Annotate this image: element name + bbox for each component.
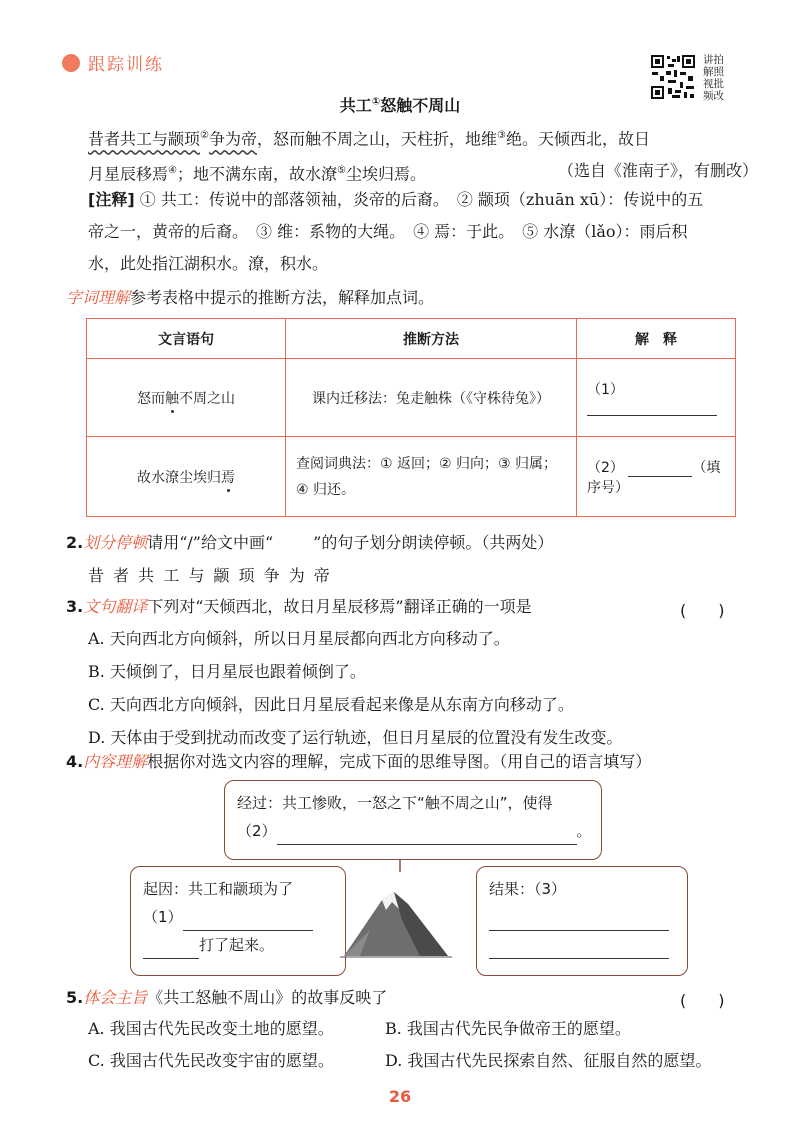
footnote-mark: ④ [168, 165, 177, 177]
notes-label: [注释] [88, 190, 135, 209]
question-tag: 体会主旨 [83, 988, 148, 1007]
question-number: 2. [66, 533, 84, 552]
option-a[interactable]: A. 我国古代先民改变土地的愿望。 [88, 1019, 334, 1038]
question-text: 下列对“天倾西北，故日月星辰移焉”翻译正确的一项是 [147, 597, 532, 616]
answer-blank[interactable] [489, 940, 669, 959]
cause-text: 打了起来。 [199, 936, 275, 954]
answer-parentheses[interactable]: ( ) [680, 601, 725, 620]
notes-text: ① 共工：传说中的部落领袖，炎帝的后裔。 ② 颛顼（zhuān xū）：传说中的五 [139, 190, 704, 209]
footnote-mark: ③ [497, 130, 506, 141]
option-b[interactable]: B. 天倾倒了，日月星辰也跟着倾倒了。 [88, 662, 366, 681]
sentence-fragment: 怒而 [137, 390, 165, 407]
answer-blank[interactable] [489, 912, 669, 931]
question-text: 根据你对选文内容的理解，完成下面的思维导图。（用自己的语言填写） [147, 752, 652, 771]
table-header: 文言语句 [87, 319, 286, 359]
answer-label: （2） [587, 459, 624, 476]
section-header-label: 跟踪训练 [88, 55, 164, 75]
dotted-word: 触 [165, 390, 179, 407]
table-cell-method: 查阅词典法：① 返回；② 归向；③ 归属；④ 归还。 [286, 437, 577, 517]
blank-label: （2） [237, 822, 277, 840]
option-d[interactable]: D. 我国古代先民探索自然、征服自然的愿望。 [385, 1051, 712, 1070]
answer-suffix: （填序号） [587, 459, 721, 496]
table-cell-method: 课内迁移法：兔走触株（《守株待兔》） [286, 359, 577, 437]
passage-fragment: 月星辰移焉 [88, 164, 169, 184]
qr-caption-line: 解照 [703, 66, 724, 78]
question-text: ”的句子划分朗读停顿。（共两处） [313, 533, 554, 552]
footnote-mark: ⑤ [337, 165, 346, 177]
title-footnote-mark: ① [371, 96, 381, 108]
title-part: 共工 [339, 96, 372, 115]
question-tag: 字词理解 [66, 288, 131, 307]
option-b[interactable]: B. 我国古代先民争做帝王的愿望。 [385, 1019, 631, 1038]
cause-text: 起因：共工和颛顼为了 [143, 880, 294, 898]
question-number: 5. [66, 988, 84, 1007]
option-c[interactable]: C. 我国古代先民改变宇宙的愿望。 [88, 1051, 334, 1070]
answer-parentheses[interactable]: ( ) [680, 991, 725, 1010]
question-text: 请用“/”给文中画“ [147, 533, 274, 552]
pause-sentence[interactable]: 昔 者 共 工 与 颛 顼 争 为 帝 [88, 566, 332, 585]
question-number: 4. [66, 752, 84, 771]
wavy-underlined-text: 昔者共工与颛顼 [88, 129, 201, 149]
answer-blank[interactable] [183, 912, 313, 931]
question-5 [66, 982, 387, 1014]
passage-fragment: ，怒而触不周之山，天柱折，地维 [257, 129, 498, 149]
mountain-icon [340, 880, 452, 960]
notes-line: 水，此处指江湖积水。潦，积水。 [88, 254, 329, 273]
footnote-mark: ② [200, 130, 209, 141]
question-number: 3. [66, 597, 84, 616]
passage-source: （选自《淮南子》，有删改） [557, 161, 758, 181]
sentence-fragment: 不周之山 [179, 390, 235, 407]
table-header: 解 释 [577, 319, 736, 359]
question-tag: 划分停顿 [83, 533, 148, 552]
answer-label: （1） [587, 382, 624, 398]
title-part: 怒触不周山 [380, 96, 461, 115]
wavy-underlined-text: 争为帝 [208, 129, 257, 149]
process-text: 经过：共工惨败，一怒之下“触不周之山”，使得 [237, 794, 553, 812]
option-c[interactable]: C. 天向西北方向倾斜，因此日月星辰看起来像是从东南方向移动了。 [88, 695, 574, 714]
answer-blank[interactable] [143, 940, 199, 959]
passage-fragment: 绝。天倾西北，故日 [505, 129, 650, 149]
page-number: 26 [388, 1087, 412, 1106]
result-box [476, 866, 688, 976]
qr-caption-line: 视批 [703, 78, 724, 90]
question-tag: 内容理解 [83, 752, 148, 771]
blank-label: （1） [143, 908, 183, 926]
sentence-fragment: 故水潦尘埃归 [137, 469, 221, 486]
dotted-word: 焉 [221, 469, 235, 486]
table-header: 推断方法 [286, 319, 577, 359]
process-box [224, 780, 602, 860]
question-text: 参考表格中提示的推断方法，解释加点词。 [130, 288, 435, 307]
process-text: 。 [576, 822, 592, 840]
result-text: 结果：（3） [489, 880, 567, 898]
question-text: 《共工怒触不周山》的故事反映了 [147, 988, 388, 1007]
qr-caption-line: 频改 [703, 90, 724, 102]
passage-fragment: ；地不满东南，故水潦 [176, 164, 337, 184]
passage-fragment: 尘埃归焉。 [345, 164, 426, 184]
option-a[interactable]: A. 天向西北方向倾斜，所以日月星辰都向西北方向移动了。 [88, 629, 510, 648]
cause-box [130, 866, 346, 976]
option-d[interactable]: D. 天体由于受到扰动而改变了运行轨迹，但日月星辰的位置没有发生改变。 [88, 728, 623, 747]
question-tag: 文句翻译 [83, 597, 148, 616]
qr-caption-line: 讲拍 [703, 54, 724, 66]
notes-line: 帝之一，黄帝的后裔。 ③ 维：系物的大绳。 ④ 焉：于此。 ⑤ 水潦（lǎo）：雨后积 [88, 222, 688, 241]
answer-blank[interactable] [277, 826, 577, 845]
